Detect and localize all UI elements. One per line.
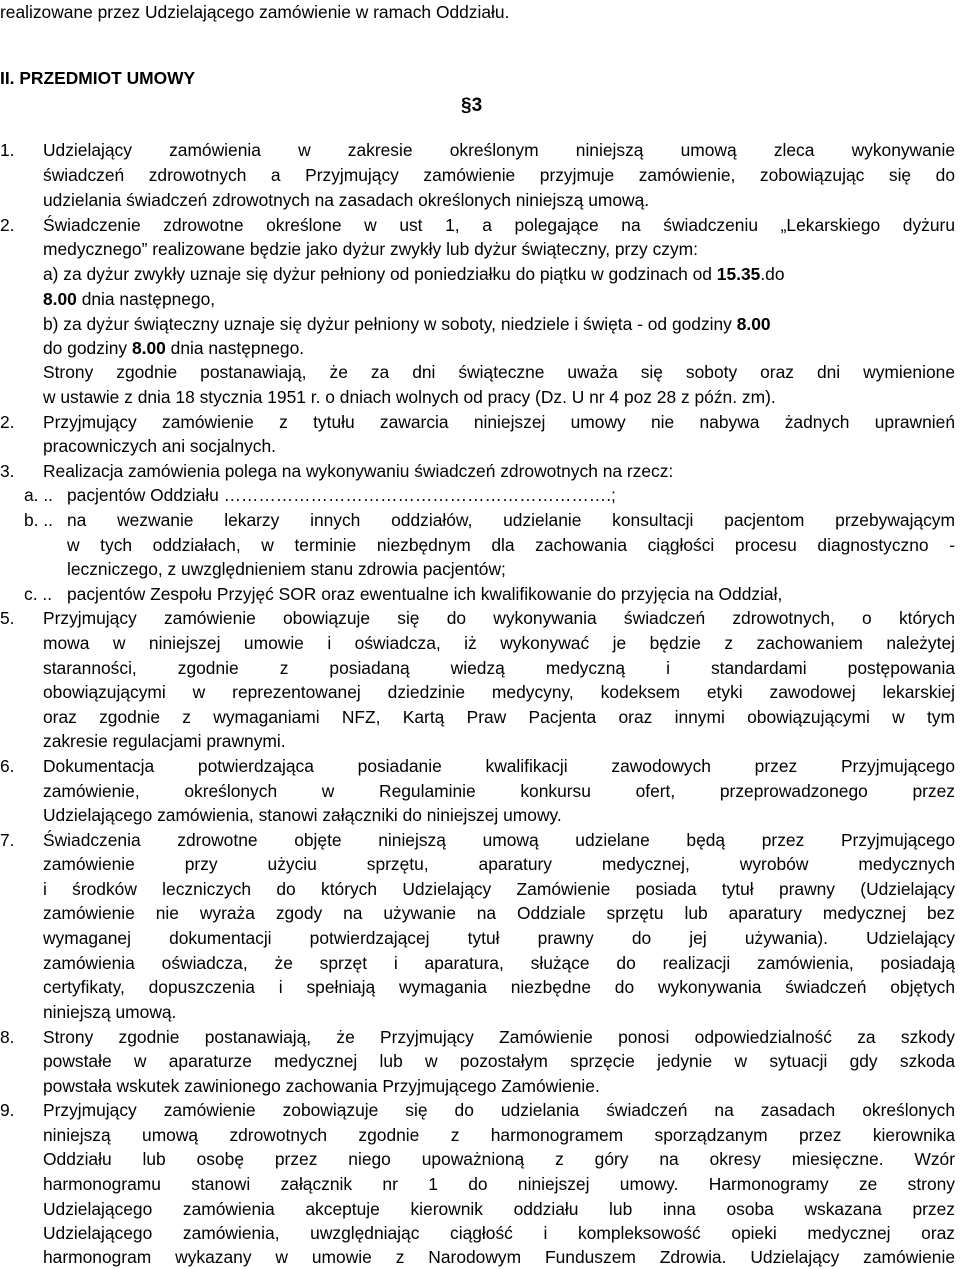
p2-line-4-text: dnia następnego, <box>76 289 216 309</box>
p2-line-4 <box>43 287 215 311</box>
p3-line-1: Realizacja zamówienia polega na wykonywaniu świadczeń zdrowotnych na rzecz: <box>43 461 674 481</box>
p6-line-3: Udzielającego zamówienia, stanowi załączniki do niniejszej umowy. <box>43 805 562 825</box>
p5-line-3: staranności, zgodnie z posiadaną wiedzą medyczną i standardami postępowania <box>43 658 955 678</box>
p2-line-5 <box>43 312 771 336</box>
p6-line-1: Dokumentacja potwierdzająca posiadanie kwalifikacji zawodowych przez Przyjmującego <box>43 756 955 776</box>
p2-line-3-text: a) za dyżur zwykły uznaje się dyżur pełniony od poniedziałku do piątku w godzinach od <box>43 264 717 284</box>
item-number-7: 7. <box>0 830 15 850</box>
p3-c-text: pacjentów Zespołu Przyjęć SOR oraz ewentualne ich kwalifikowanie do przyjęcia na Oddział, <box>67 584 783 604</box>
item-number-6: 6. <box>0 756 15 776</box>
p2-line-3-end: .do <box>760 264 785 284</box>
p8-line-3: powstała wskutek zawinionego zachowania Przyjmującego Zamówienie. <box>43 1076 600 1096</box>
p2-line-6-end: dnia następnego. <box>165 338 305 358</box>
p2b-line-2: pracowniczych ani socjalnych. <box>43 436 276 456</box>
p1-line-1: Udzielający zamówienia w zakresie określonym niniejszą umową zleca wykonywanie <box>43 140 955 160</box>
p7-line-5: wymaganej dokumentacji potwierdzającej tytuł prawny do jej używania). Udzielający <box>43 928 955 948</box>
p3-b-line-1: na wezwanie lekarzy innych oddziałów, udzielanie konsultacji pacjentom przebywającym <box>67 510 955 530</box>
p2-holiday-start: 8.00 <box>736 314 771 334</box>
p1-line-3: udzielania świadczeń zdrowotnych na zasadach określonych niniejszą umową. <box>43 190 650 210</box>
item-number-2b: 2. <box>0 412 15 432</box>
p2-line-7: Strony zgodnie postanawiają, że za dni świąteczne uważa się soboty oraz dni wymienione <box>43 362 955 382</box>
p3-b-line-2: w tych oddziałach, w terminie niezbędnym dla zachowania ciągłości procesu diagnostyczno - <box>67 535 955 555</box>
item-number-5: 5. <box>0 608 15 628</box>
p7-line-1: Świadczenia zdrowotne objęte niniejszą umową udzielane będą przez Przyjmującego <box>43 830 955 850</box>
paragraph-mark: §3 <box>461 95 483 116</box>
p8-line-1: Strony zgodnie postanawiają, że Przyjmujący Zamówienie ponosi odpowiedzialność za szkody <box>43 1027 955 1047</box>
item-number-2: 2. <box>0 215 15 235</box>
p7-line-2: zamówienie przy użyciu sprzętu, aparatury medycznej, wyrobów medycznych <box>43 854 955 874</box>
p3-a-text: pacjentów Oddziału ………………………………………………………….; <box>67 485 616 505</box>
p9-line-7: harmonogram wykazany w umowie z Narodowym Funduszem Zdrowia. Udzielający zamówienie <box>43 1247 955 1267</box>
p3-c-mark: c. .. <box>24 584 53 604</box>
p7-line-4: zamówienie nie wyraża zgody na używanie na Oddziale sprzętu lub aparatury medycznej bez <box>43 903 955 923</box>
p2-line-3 <box>43 262 785 286</box>
p3-b-mark: b. .. <box>24 510 53 530</box>
item-number-9: 9. <box>0 1100 15 1120</box>
p2-line-6 <box>43 336 304 360</box>
p9-line-6: Udzielającego zamówienia, uwzględniając ciągłość i kompleksowość opieki medycznej oraz <box>43 1223 955 1243</box>
p2-line-5-text: b) za dyżur świąteczny uznaje się dyżur pełniony w soboty, niedziele i święta - od godziny <box>43 314 737 334</box>
p7-line-6: zamówienia oświadcza, że sprzęt i aparatura, służące do realizacji zamówienia, posiadają <box>43 953 955 973</box>
p9-line-2: niniejszą umową zdrowotnych zgodnie z harmonogramem sporządzanym przez kierownika <box>43 1125 955 1145</box>
p5-line-4: obowiązującymi w reprezentowanej dziedzinie medycyny, kodeksem etyki zawodowej lekarskiej <box>43 682 955 702</box>
p9-line-3: Oddziału lub osobę przez niego upoważnioną z góry na okresy miesięczne. Wzór <box>43 1149 955 1169</box>
item-number-8: 8. <box>0 1027 15 1047</box>
section-heading: II. PRZEDMIOT UMOWY <box>0 68 196 88</box>
p9-line-5: Udzielającego zamówienia akceptuje kierownik oddziału lub inna osoba wskazana przez <box>43 1199 955 1219</box>
item-number-1: 1. <box>0 140 15 160</box>
p9-line-4: harmonogramu stanowi załącznik nr 1 do niniejszej umowy. Harmonogramy ze strony <box>43 1174 955 1194</box>
p2-line-6-text: do godziny <box>43 338 132 358</box>
p2b-line-1: Przyjmujący zamówienie z tytułu zawarcia niniejszej umowy nie nabywa żadnych uprawnień <box>43 412 955 432</box>
p9-line-1: Przyjmujący zamówienie zobowiązuje się do udzielania świadczeń na zasadach określonych <box>43 1100 955 1120</box>
p2-end-time: 8.00 <box>43 289 77 309</box>
p6-line-2: zamówienie, określonych w Regulaminie konkursu ofert, przeprowadzonego przez <box>43 781 955 801</box>
p7-line-3: i środków leczniczych do których Udzielający Zamówienie posiada tytuł prawny (Udzielający <box>43 879 955 899</box>
p2-line-2: medycznego” realizowane będzie jako dyżur zwykły lub dyżur świąteczny, przy czym: <box>43 239 698 259</box>
p5-line-6: zakresie regulacjami prawnymi. <box>43 731 286 751</box>
p7-line-8: niniejszą umową. <box>43 1002 177 1022</box>
p2-start-time: 15.35 <box>716 264 761 284</box>
p8-line-2: powstałe w aparaturze medycznej lub w pozostałym sprzęcie jedynie w sytuacji gdy szkoda <box>43 1051 955 1071</box>
intro-line: realizowane przez Udzielającego zamówienie w ramach Oddziału. <box>0 2 510 22</box>
p3-a-mark: a. .. <box>24 485 53 505</box>
p1-line-2: świadczeń zdrowotnych a Przyjmujący zamówienie przyjmuje zamówienie, zobowiązując się do <box>43 165 955 185</box>
p2-holiday-end: 8.00 <box>131 338 166 358</box>
item-number-3: 3. <box>0 461 15 481</box>
p2-line-1: Świadczenie zdrowotne określone w ust 1, a polegające na świadczeniu „Lekarskiego dyżuru <box>43 215 955 235</box>
p7-line-7: certyfikaty, dopuszczenia i spełniają wymagania niezbędne do wykonywania świadczeń objętych <box>43 977 955 997</box>
p3-b-line-3: leczniczego, z uwzględnieniem stanu zdrowia pacjentów; <box>67 559 506 579</box>
p5-line-1: Przyjmujący zamówienie obowiązuje się do wykonywania świadczeń zdrowotnych, o których <box>43 608 955 628</box>
p5-line-5: oraz zgodnie z wymaganiami NFZ, Kartą Praw Pacjenta oraz innymi obowiązującymi w tym <box>43 707 955 727</box>
p2-line-8: w ustawie z dnia 18 stycznia 1951 r. o dniach wolnych od pracy (Dz. U nr 4 poz 28 z późn. zm). <box>43 387 776 407</box>
p5-line-2: mowa w niniejszej umowie i oświadcza, iż wykonywać je będzie z zachowaniem należytej <box>43 633 955 653</box>
